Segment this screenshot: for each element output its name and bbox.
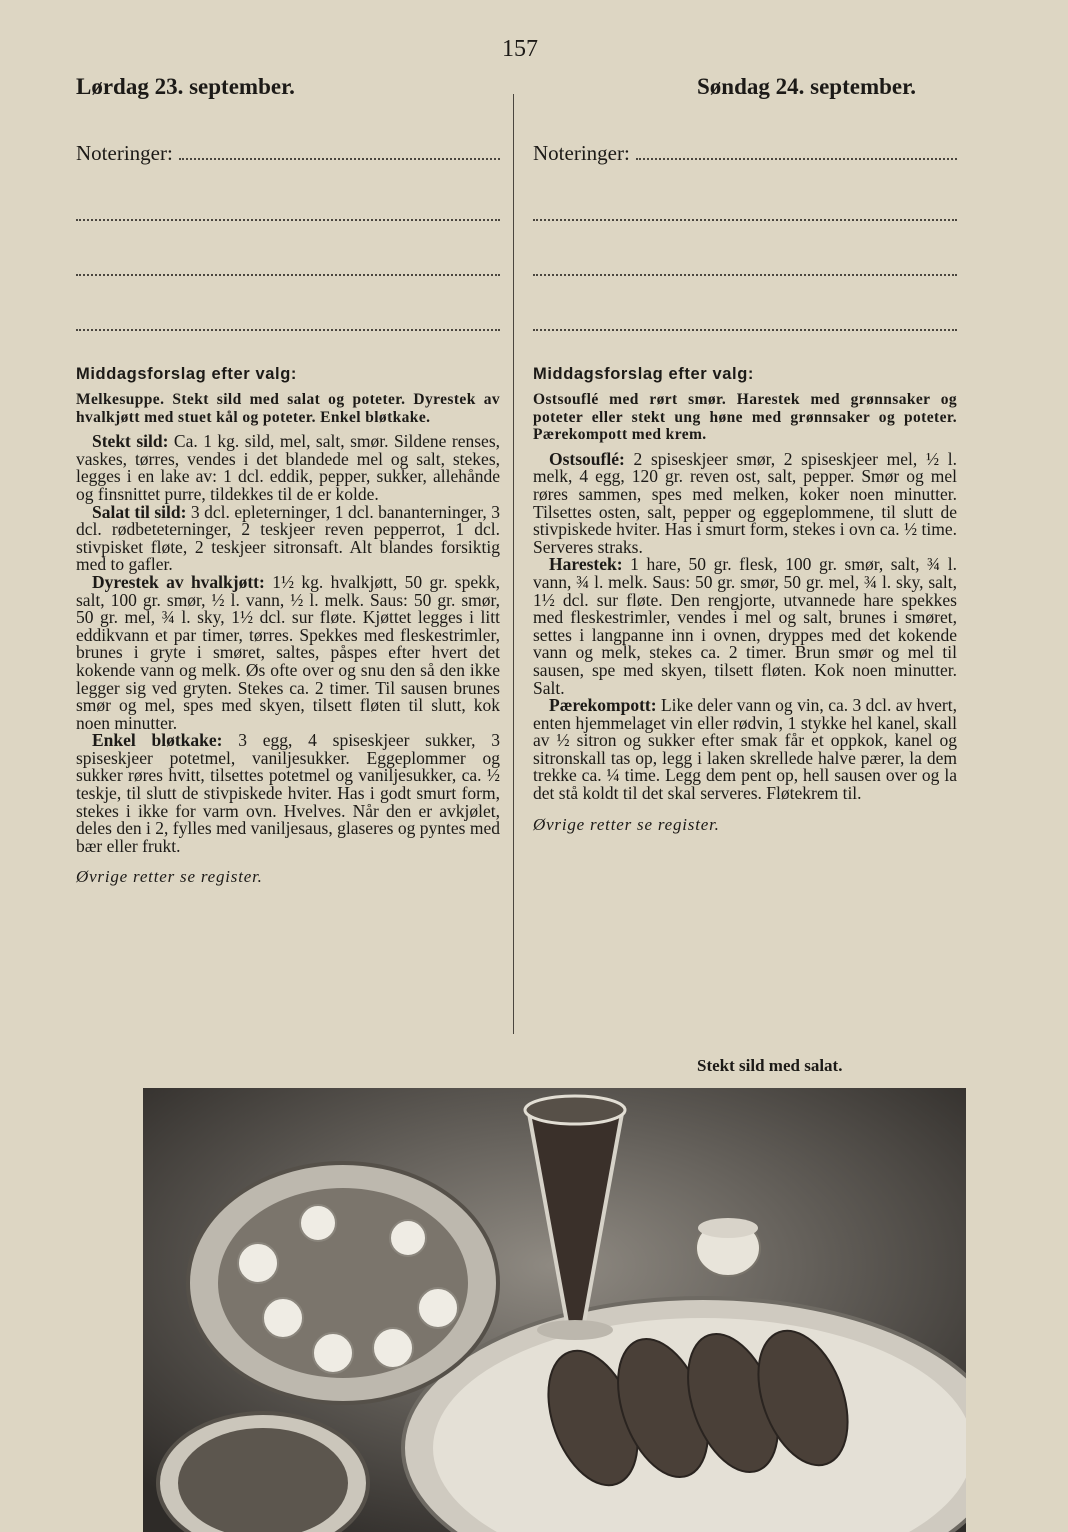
recipe-text: 2 spiseskjeer smør, 2 spiseskjeer mel, ½ l. melk, 4 egg, 120 gr. reven ost, salt, pepper. Smør og mel røres sammen, spes med melken, koker noen minutter. Tilsettes osten, salt, pepper og eggeplommene, til slutt de stivpiskede hviter. Has i smurt form, stekes i ovn ca. ½ time. Serveres straks. (533, 448, 957, 557)
notes-line (76, 140, 500, 166)
recipe-title: Ostsouflé: (549, 448, 625, 469)
recipe-title: Enkel bløtkake: (92, 730, 223, 751)
recipe-title: Harestek: (549, 554, 623, 575)
saturday-column (76, 140, 500, 887)
recipe-enkel-blotkake (76, 732, 500, 855)
recipe-ostsoufle (533, 448, 957, 557)
day-heading-saturday: Lørdag 23. september. (76, 74, 295, 99)
column-divider (513, 94, 514, 1034)
dotted-rule (533, 217, 957, 221)
notes-label: Noteringer: (76, 141, 173, 165)
register-note: Øvrige retter se register. (76, 867, 263, 887)
photo-caption: Stekt sild med salat. (697, 1056, 843, 1075)
section-title: Middagsforslag efter valg: (533, 365, 754, 383)
dotted-rule (636, 158, 957, 160)
recipe-title: Pærekompott: (549, 695, 657, 716)
notes-area (76, 140, 500, 348)
recipe-text: Ca. 1 kg. sild, mel, salt, smør. Sildene renses, vaskes, tørres, vendes i det blandede mel og salt, stekes, legges i en lake av: 1 dcl. eddik, pepper, sukker, allehånde og finsnittet purre, tildekkes til de er kolde. (76, 431, 501, 504)
recipe-text: 1½ kg. hvalkjøtt, 50 gr. spekk, salt, 100 gr. smør, ½ l. vann, ½ l. melk. Saus: 50 gr. smør, 50 gr. mel, ¾ l. sky, 1½ dcl. sur fløte. Kjøttet legges i litt eddikvann et par timer, tørres. Spekkes med fleskestrimler, brunes i gryte i smøret, saltes, påspes efter hvert det kokende vann og melk. Øs ofte over og snu den så den ikke legger sig ved gryten. Stekes ca. 2 timer. Til sausen brunes smør og mel, spes med skyen, tilsett fløten til slutt, kok noen minutter. (76, 571, 500, 733)
page-number: 157 (502, 36, 538, 62)
notes-area (533, 140, 957, 348)
menu-summary: Melkesuppe. Stekt sild med salat og poteter. Dyrestek av hvalkjøtt med stuet kål og poteter. Enkel bløtkake. (76, 391, 500, 426)
recipe-salat-til-sild (76, 501, 500, 575)
sunday-column (533, 140, 957, 835)
dotted-rule (76, 272, 500, 276)
dotted-rule (179, 158, 500, 160)
register-note: Øvrige retter se register. (533, 814, 720, 834)
dotted-rule (76, 217, 500, 221)
recipe-title: Stekt sild: (92, 431, 169, 452)
recipe-dyrestek (76, 571, 500, 733)
dotted-rule (533, 272, 957, 276)
notes-line (533, 140, 957, 166)
menu-summary: Ostsouflé med rørt smør. Harestek med grønnsaker og poteter eller stekt ung høne med grønnsaker og poteter. Pærekompott med krem. (533, 391, 957, 444)
recipe-text: 3 dcl. epleterninger, 1 dcl. bananterninger, 3 dcl. rødbeteterninger, 2 teskjeer reven pepperrot, 1 dcl. stivpisket fløte, 2 teskjeer sitronsaft. Alt blandes forsiktig med to gafler. (76, 501, 500, 575)
recipe-harestek (533, 556, 957, 697)
food-photo (143, 1088, 966, 1532)
dotted-rule (76, 327, 500, 331)
recipe-title: Dyrestek av hvalkjøtt: (92, 571, 265, 592)
food-photo-illustration (143, 1088, 966, 1532)
recipe-stekt-sild (76, 433, 500, 503)
recipe-text: 3 egg, 4 spiseskjeer sukker, 3 spiseskjeer potetmel, vaniljesukker. Eggeplommer og sukker røres hvitt, tilsettes potetmel og vaniljesukker, ca. ½ teskje, til slutt de stivpiskede hviter. Has i godt smurt form, stekes i ikke for varm ovn. Hvelves. Når den er avkjølet, deles den i 2, fylles med vaniljesaus, glaseres og pyntes med bær eller frukt. (76, 730, 500, 856)
recipe-text: Like deler vann og vin, ca. 3 dcl. av hvert, enten hjemmelaget vin eller rødvin, 1 stykke hel kanel, skall av ½ sitron og sukker efter smak får et oppkok, kanel og sitronskall tas op, legg i laken skrellede halve pærer, la dem trekke ca. ¼ time. Legg dem pent op, hell sausen over og la det stå koldt til det skal serveres. Fløtekrem til. (533, 695, 957, 804)
recipe-title: Salat til sild: (92, 501, 187, 522)
recipe-text: 1 hare, 50 gr. flesk, 100 gr. smør, salt, ¾ l. vann, ¾ l. melk. Saus: 50 gr. smør, 50 gr. mel, ¾ l. sky, salt, 1½ dcl. sur fløte. Den rengjorte, utvannede hare spekkes med fleskestrimler, vendes i mel og salt, brunes i smøret, settes i langpanne inn i ovnen, dryppes med det kokende vann og melk, stekes ca. 2 timer. Brun smør og mel til sausen, spe med skyen, tilsett fløten. Kok noen minutter. Salt. (533, 554, 957, 698)
notes-label: Noteringer: (533, 141, 630, 165)
section-title: Middagsforslag efter valg: (76, 365, 297, 383)
recipe-paerekompott (533, 697, 957, 803)
day-heading-sunday: Søndag 24. september. (697, 74, 916, 99)
dotted-rule (533, 327, 957, 331)
